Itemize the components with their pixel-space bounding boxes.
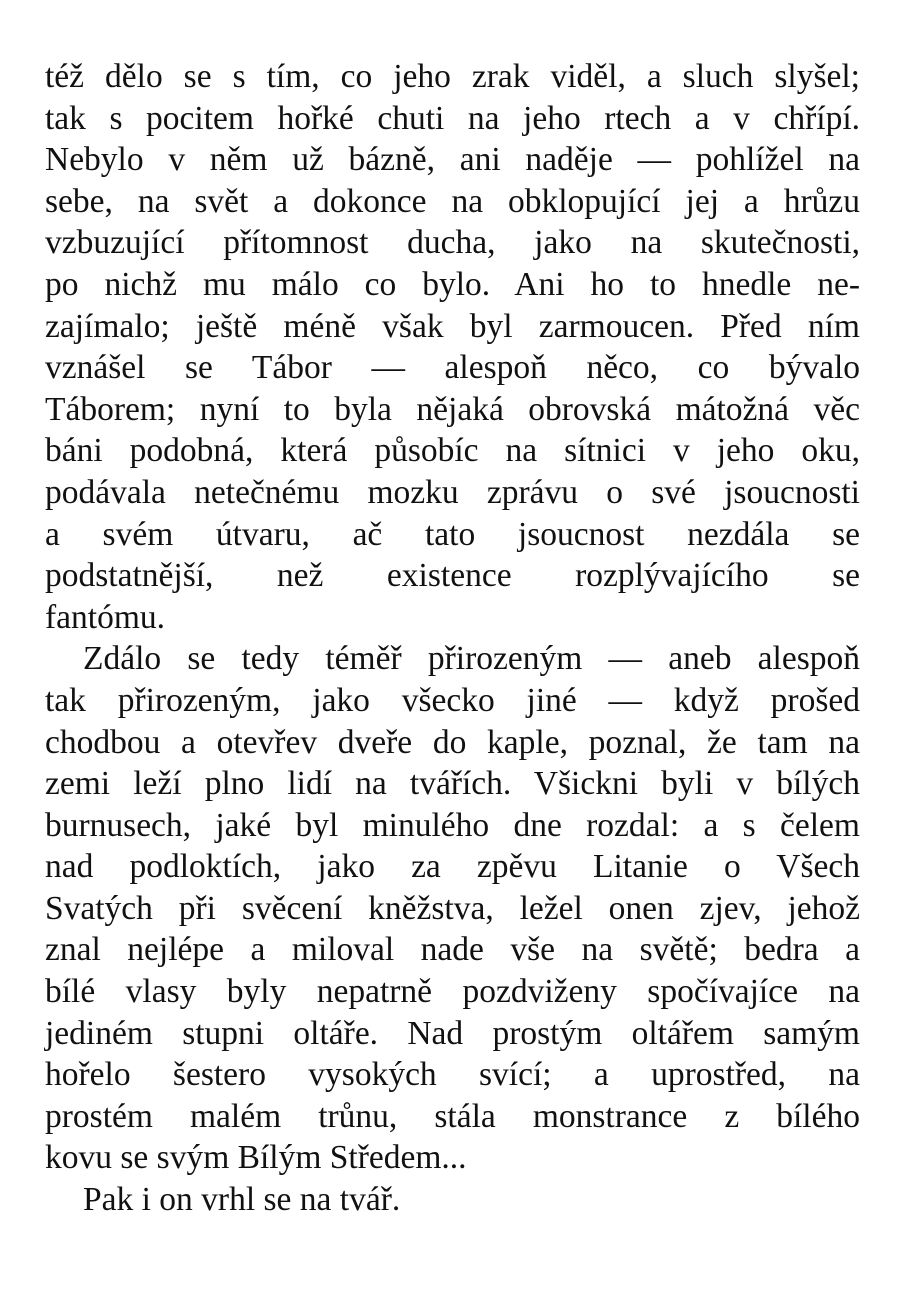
text-line: podstatnější, než existence rozplývajícího se bbox=[45, 557, 860, 595]
paragraph-2 bbox=[45, 638, 860, 1179]
text-line: zajímalo; ještě méně však byl zarmoucen. Před ním bbox=[45, 307, 860, 345]
text-line: též dělo se s tím, co jeho zrak viděl, a sluch slyšel; bbox=[45, 58, 860, 95]
text-line: nad podloktích, jako za zpěvu Litanie o Všech bbox=[45, 848, 860, 886]
text-line: kovu se svým Bílým Středem... bbox=[45, 1139, 467, 1177]
text-line: Táborem; nyní to byla nějaká obrovská mátožná věc bbox=[45, 390, 860, 428]
text-line: prostém malém trůnu, stála monstrance z bílého bbox=[45, 1097, 860, 1135]
text-line: chodbou a otevřev dveře do kaple, poznal, že tam na bbox=[45, 723, 860, 761]
text-line: jediném stupni oltáře. Nad prostým oltářem samým bbox=[45, 1014, 860, 1052]
text-line: burnusech, jaké byl minulého dne rozdal: a s čelem bbox=[45, 806, 860, 844]
text-line: tak přirozeným, jako všecko jiné — když prošed bbox=[45, 681, 860, 719]
text-line: Svatých při svěcení kněžstva, ležel onen zjev, jehož bbox=[45, 889, 860, 927]
paragraph-1 bbox=[45, 56, 860, 638]
text-line: Zdálo se tedy téměř přirozeným — aneb alespoň bbox=[83, 640, 860, 678]
text-line: a svém útvaru, ač tato jsoucnost nezdála se bbox=[45, 515, 860, 553]
text-line: zemi leží plno lidí na tvářích. Všickni byli v bílých bbox=[45, 765, 860, 803]
text-line: znal nejlépe a miloval nade vše na světě; bedra a bbox=[45, 931, 860, 969]
text-line: Pak i on vrhl se na tvář. bbox=[83, 1181, 401, 1219]
text-line: bílé vlasy byly nepatrně pozdviženy spočívajíce na bbox=[45, 973, 860, 1011]
text-line: hořelo šestero vysokých svící; a uprostřed, na bbox=[45, 1056, 860, 1094]
paragraph-3 bbox=[45, 1179, 860, 1221]
text-line: po nichž mu málo co bylo. Ani ho to hnedle ne- bbox=[45, 265, 860, 303]
text-line: podávala netečnému mozku zprávu o své jsoucnosti bbox=[45, 473, 860, 511]
text-line: báni podobná, která působíc na sítnici v jeho oku, bbox=[45, 432, 860, 470]
text-line: fantómu. bbox=[45, 598, 166, 636]
text-line: sebe, na svět a dokonce na obklopující jej a hrůzu bbox=[45, 182, 860, 220]
text-line: Nebylo v něm už bázně, ani naděje — pohlížel na bbox=[45, 141, 860, 179]
text-line: vznášel se Tábor — alespoň něco, co bývalo bbox=[45, 349, 860, 387]
document-page bbox=[45, 56, 860, 1221]
text-line: tak s pocitem hořké chuti na jeho rtech a v chřípí. bbox=[45, 99, 860, 137]
text-line: vzbuzující přítomnost ducha, jako na skutečnosti, bbox=[45, 224, 860, 262]
